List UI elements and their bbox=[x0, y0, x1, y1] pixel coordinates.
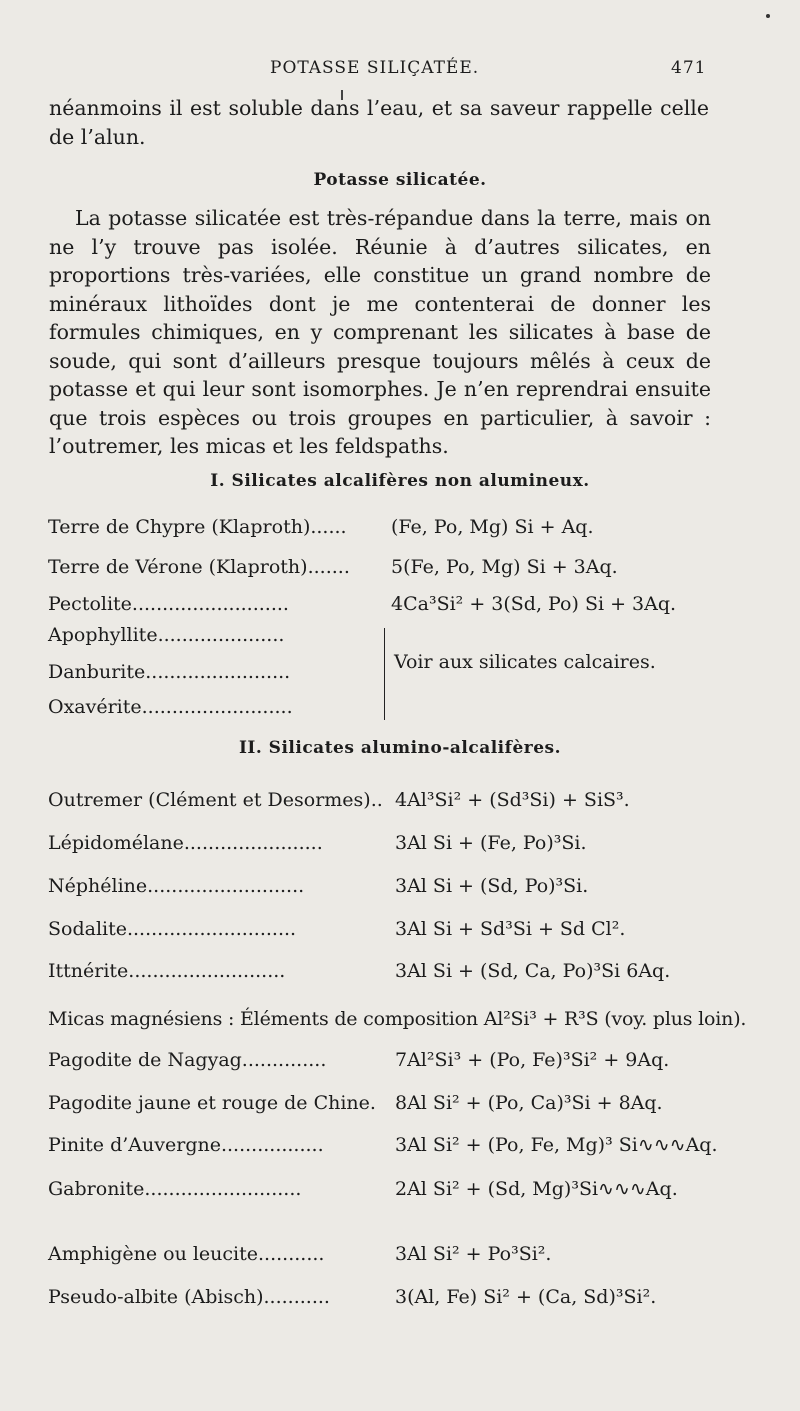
running-header bbox=[0, 54, 800, 84]
table-row bbox=[48, 1049, 758, 1083]
formula: 3Al Si + Sd³Si + Sd Cl². bbox=[395, 918, 626, 940]
formula: 4Al³Si² + (Sd³Si) + SiS³. bbox=[395, 789, 630, 811]
formula: 4Ca³Si² + 3(Sd, Po) Si + 3Aq. bbox=[391, 593, 677, 615]
table-row bbox=[48, 556, 758, 590]
bracket-note: Voir aux silicates calcaires. bbox=[394, 651, 656, 673]
mineral-name: Terre de Chypre (Klaproth)...... bbox=[48, 516, 347, 538]
table-row bbox=[48, 1134, 758, 1168]
table-row bbox=[48, 1243, 758, 1277]
formula: 5(Fe, Po, Mg) Si + 3Aq. bbox=[391, 556, 618, 578]
mineral-name: Lépidomélane....................... bbox=[48, 832, 323, 854]
mineral-name: Oxavérite......................... bbox=[48, 696, 293, 718]
mineral-name: Ittnérite.......................... bbox=[48, 960, 286, 982]
mineral-name: Outremer (Clément et Desormes).. bbox=[48, 789, 383, 811]
table-row bbox=[48, 1178, 758, 1212]
mineral-name: Gabronite.......................... bbox=[48, 1178, 302, 1200]
table-row bbox=[48, 875, 758, 909]
formula: 3Al Si + (Sd, Ca, Po)³Si 6Aq. bbox=[395, 960, 671, 982]
mineral-name: Sodalite............................ bbox=[48, 918, 297, 940]
mineral-name: Pinite d’Auvergne................. bbox=[48, 1134, 324, 1156]
formula: 8Al Si² + (Po, Ca)³Si + 8Aq. bbox=[395, 1092, 663, 1114]
mineral-name: Terre de Vérone (Klaproth)....... bbox=[48, 556, 350, 578]
mineral-name: Pectolite.......................... bbox=[48, 593, 289, 615]
formula: 2Al Si² + (Sd, Mg)³Si∿∿∿Aq. bbox=[395, 1178, 678, 1200]
formula: 3Al Si + (Sd, Po)³Si. bbox=[395, 875, 589, 897]
table-row bbox=[48, 1092, 758, 1126]
table-row bbox=[48, 1286, 758, 1320]
table-row bbox=[48, 960, 758, 994]
formula: 7Al²Si³ + (Po, Fe)³Si² + 9Aq. bbox=[395, 1049, 670, 1071]
bracket bbox=[384, 628, 385, 720]
formula: (Fe, Po, Mg) Si + Aq. bbox=[391, 516, 594, 538]
mineral-name: Néphéline.......................... bbox=[48, 875, 305, 897]
formula: 3Al Si + (Fe, Po)³Si. bbox=[395, 832, 587, 854]
table-row bbox=[48, 516, 758, 550]
mineral-name: Pagodite de Nagyag.............. bbox=[48, 1049, 327, 1071]
table-row bbox=[48, 696, 758, 730]
mineral-name: Apophyllite..................... bbox=[48, 624, 285, 646]
mineral-name: Pseudo-albite (Abisch)........... bbox=[48, 1286, 330, 1308]
group2-title: II. Silicates alumino-alcalifères. bbox=[238, 738, 562, 758]
body-paragraph: La potasse silicatée est très-répandue dans la terre, mais on ne l’y trouve pas isolée. Réunie à d’autres silicates, en proportions très-variées, elle constitue un grand nombre de minéraux lithoïdes dont je me contenterai de donner les formules chimiques, en y comprenant les silicates à base de soude, qui sont d’ailleurs presque toujours mêlés à ceux de potasse et qui leur sont isomorphes. Je n’en reprendrai ensuite que trois espèces ou trois groupes en particulier, à savoir : l’outremer, les micas et les feldspaths. bbox=[49, 206, 711, 458]
mineral-name: Danburite........................ bbox=[48, 661, 291, 683]
section-title: Potasse silicatée. bbox=[313, 170, 487, 190]
table-row bbox=[48, 832, 758, 866]
table-row bbox=[48, 918, 758, 952]
micas-line: Micas magnésiens : Éléments de composition Al²Si³ + R³S (voy. plus loin). bbox=[48, 1008, 747, 1030]
formula: 3Al Si² + (Po, Fe, Mg)³ Si∿∿∿Aq. bbox=[395, 1134, 718, 1156]
running-title: POTASSE SILIÇATÉE. bbox=[270, 58, 480, 78]
mineral-name: Amphigène ou leucite........... bbox=[48, 1243, 325, 1265]
mineral-name: Pagodite jaune et rouge de Chine. bbox=[48, 1092, 376, 1114]
formula: 3Al Si² + Po³Si². bbox=[395, 1243, 552, 1265]
table-row bbox=[48, 789, 758, 823]
intro-text: néanmoins il est soluble dans l’eau, et sa saveur rappelle celle de l’alun. bbox=[49, 96, 709, 149]
group1-title: I. Silicates alcalifères non alumineux. bbox=[210, 471, 590, 491]
print-speck bbox=[766, 14, 770, 18]
page-number: 471 bbox=[671, 58, 707, 78]
table-row bbox=[48, 593, 758, 627]
formula: 3(Al, Fe) Si² + (Ca, Sd)³Si². bbox=[395, 1286, 657, 1308]
